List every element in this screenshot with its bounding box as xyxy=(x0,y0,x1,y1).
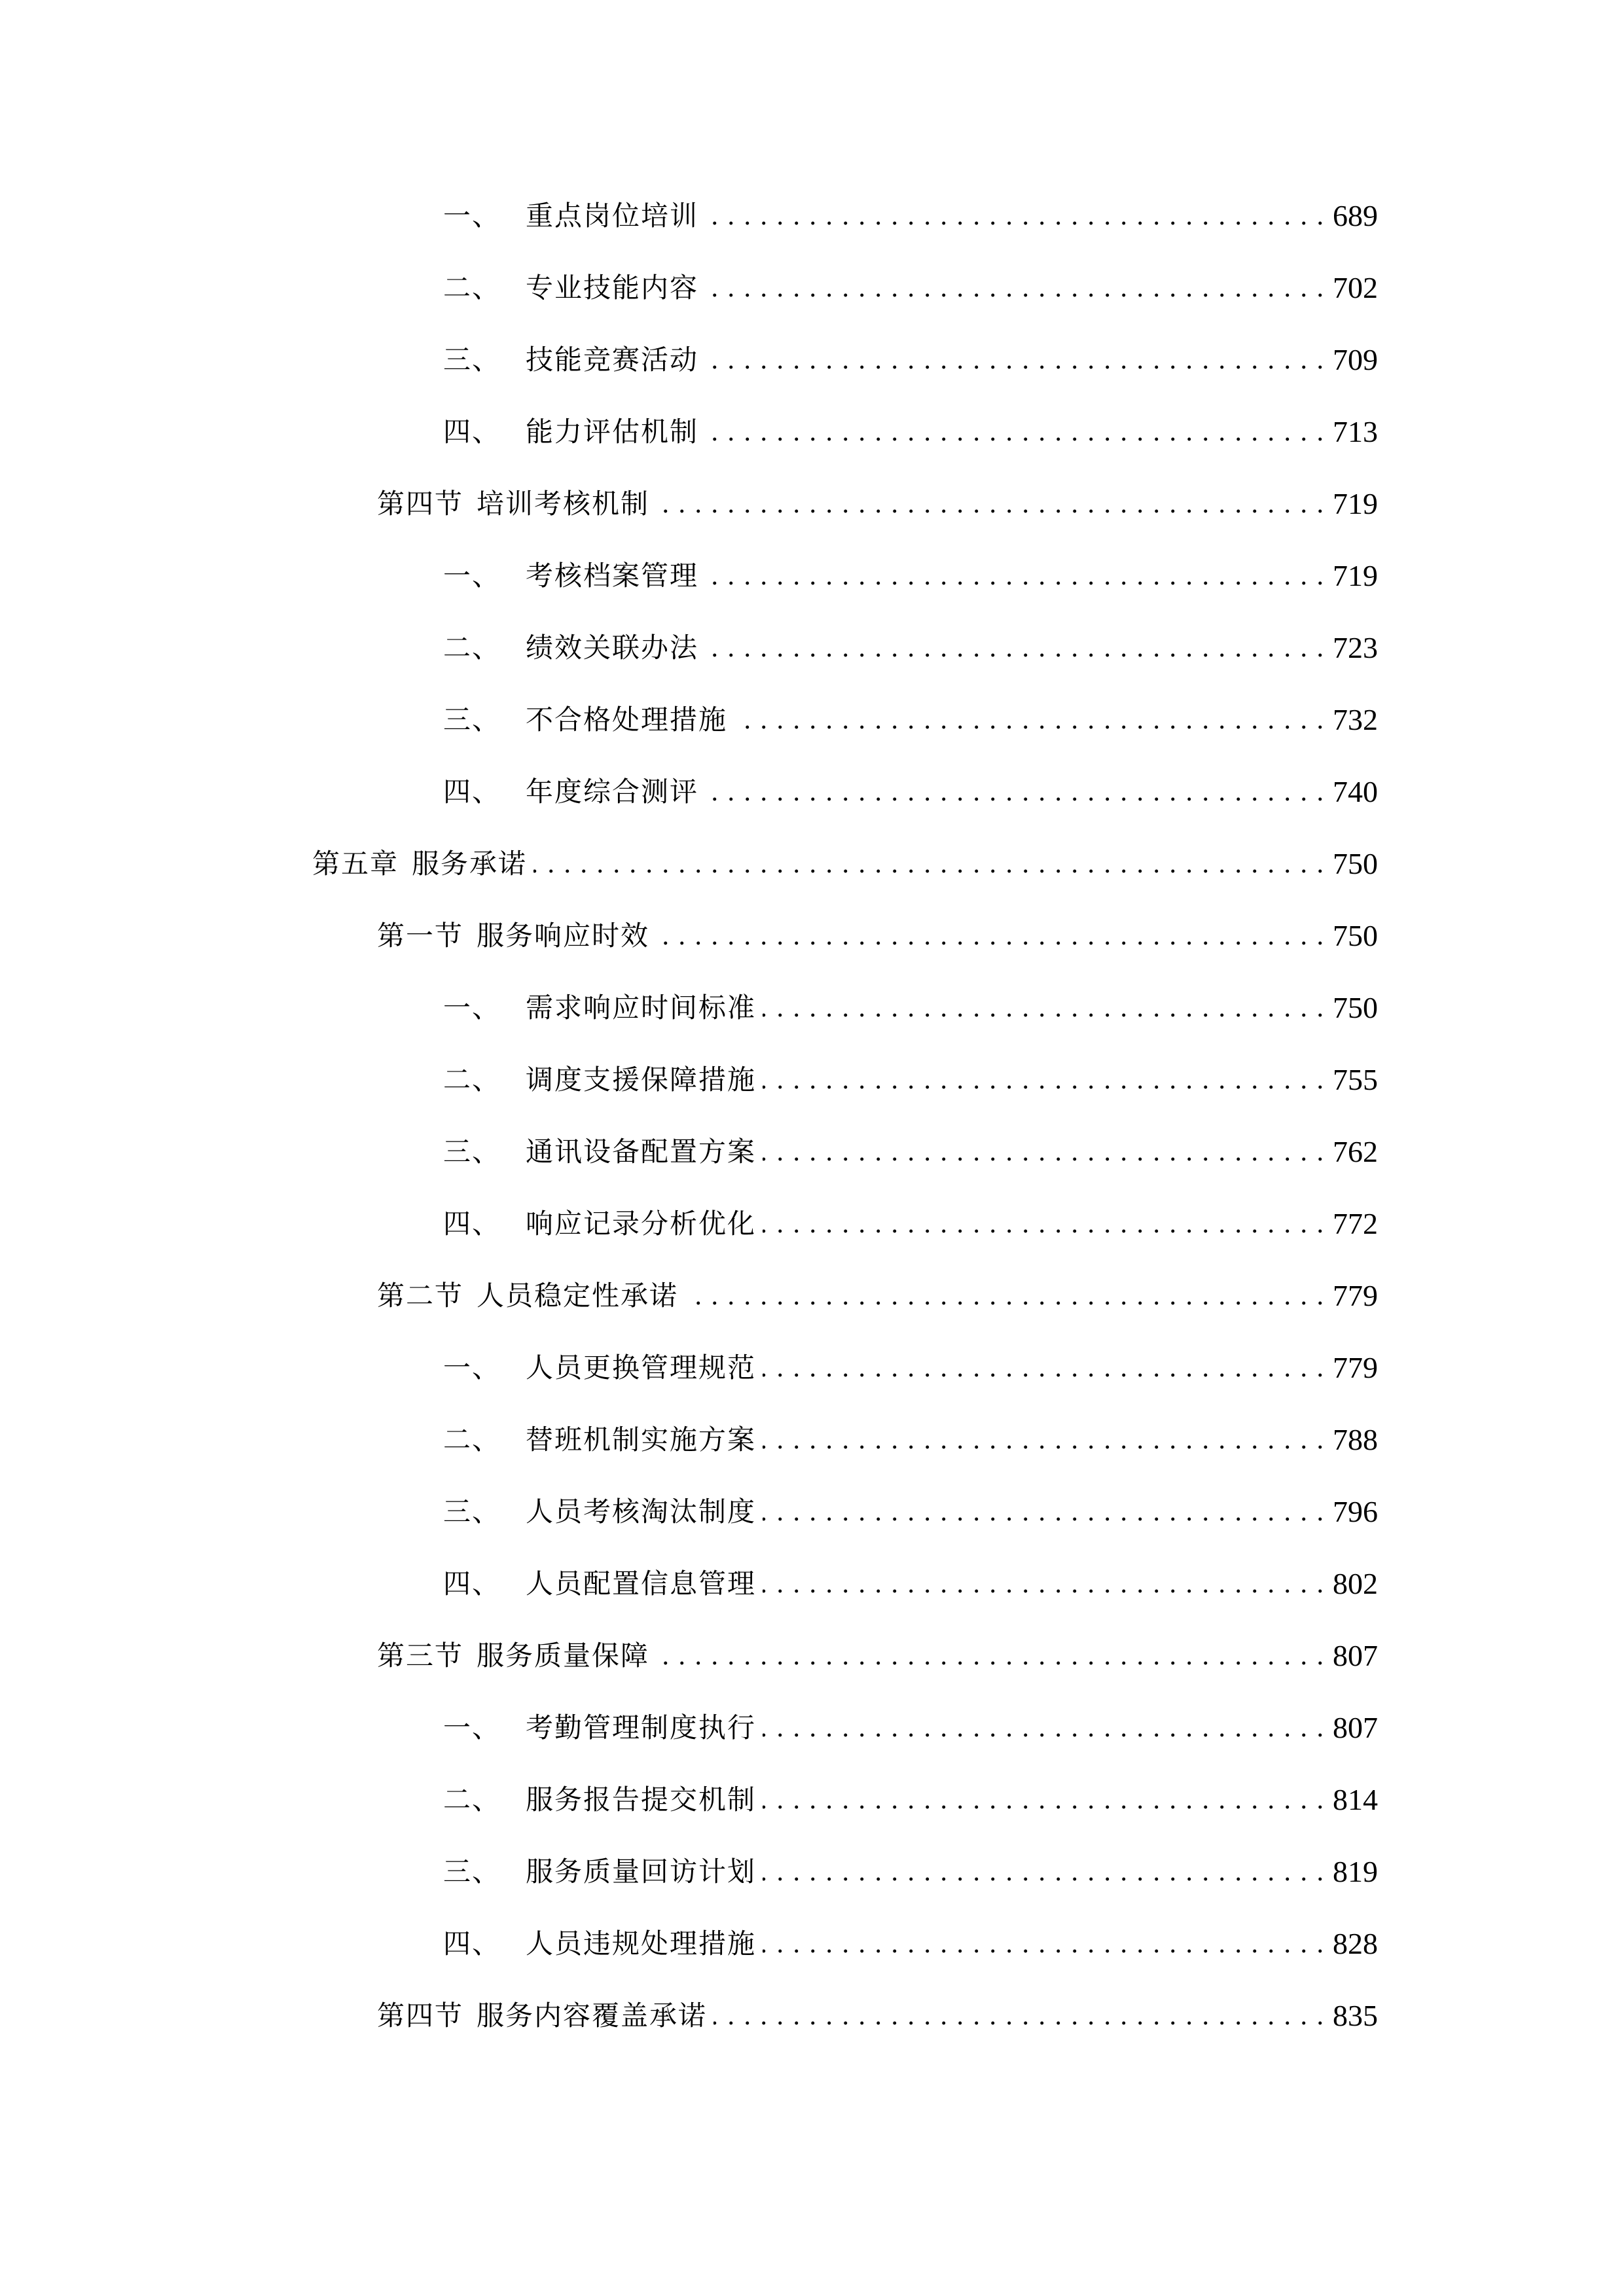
toc-entry-title: 年度综合测评 xyxy=(526,776,699,808)
toc-entry-page-number: 819 xyxy=(1333,1855,1378,1888)
dot-leader xyxy=(763,1924,1324,1964)
toc-entry-label xyxy=(443,1420,756,1460)
dot-leader xyxy=(763,1492,1324,1532)
toc-entry-item[interactable] xyxy=(443,628,1378,668)
toc-entry-page-number: 772 xyxy=(1333,1207,1378,1240)
toc-entry-section[interactable] xyxy=(377,1636,1378,1676)
toc-entry-item[interactable] xyxy=(443,196,1378,236)
toc-entry-title: 考核档案管理 xyxy=(526,560,699,592)
toc-entry-label xyxy=(443,988,756,1028)
toc-entry-item[interactable] xyxy=(443,1348,1378,1388)
toc-entry-item[interactable] xyxy=(443,1924,1378,1964)
toc-entry-title: 技能竞赛活动 xyxy=(526,344,699,376)
toc-entry-title: 考勤管理制度执行 xyxy=(526,1712,757,1744)
toc-entry-label xyxy=(377,1996,707,2036)
toc-entry-item[interactable] xyxy=(443,1852,1378,1892)
toc-entry-number: 四、 xyxy=(443,1208,501,1240)
dot-leader xyxy=(705,412,1324,452)
dot-leader xyxy=(763,988,1324,1028)
toc-entry-number: 一、 xyxy=(443,992,501,1024)
toc-entry-page-number: 779 xyxy=(1333,1279,1378,1312)
toc-entry-page-number: 807 xyxy=(1333,1711,1378,1744)
dot-leader xyxy=(705,196,1324,236)
dot-leader xyxy=(763,1708,1324,1748)
toc-entry-label xyxy=(443,772,698,812)
toc-entry-title: 服务质量保障 xyxy=(477,1640,650,1672)
dot-leader xyxy=(763,1780,1324,1820)
toc-entry-number: 一、 xyxy=(443,1352,501,1384)
toc-entry-number: 第五章 xyxy=(312,848,399,880)
toc-entry-title: 培训考核机制 xyxy=(477,488,650,520)
toc-entry-number: 第二节 xyxy=(377,1280,464,1312)
toc-entry-number: 第四节 xyxy=(377,2000,464,2032)
toc-entry-item[interactable] xyxy=(443,1132,1378,1172)
toc-entry-label xyxy=(443,1852,756,1892)
dot-leader xyxy=(763,1060,1324,1100)
dot-leader xyxy=(705,772,1324,812)
toc-entry-page-number: 814 xyxy=(1333,1783,1378,1816)
toc-entry-title: 服务响应时效 xyxy=(477,920,650,952)
toc-entry-label xyxy=(443,700,727,740)
dot-leader xyxy=(705,340,1324,380)
toc-entry-title: 人员考核淘汰制度 xyxy=(526,1496,757,1528)
toc-entry-title: 绩效关联办法 xyxy=(526,632,699,664)
toc-entry-item[interactable] xyxy=(443,700,1378,740)
dot-leader xyxy=(656,1636,1324,1676)
toc-entry-label xyxy=(443,556,698,596)
toc-entry-title: 响应记录分析优化 xyxy=(526,1208,757,1240)
toc-entry-item[interactable] xyxy=(443,1420,1378,1460)
toc-entry-number: 二、 xyxy=(443,632,501,664)
toc-entry-title: 调度支援保障措施 xyxy=(526,1064,757,1096)
toc-entry-title: 替班机制实施方案 xyxy=(526,1424,757,1456)
toc-entry-page-number: 702 xyxy=(1333,271,1378,304)
toc-entry-page-number: 779 xyxy=(1333,1351,1378,1384)
dot-leader xyxy=(656,916,1324,956)
toc-entry-number: 二、 xyxy=(443,1064,501,1096)
toc-entry-number: 三、 xyxy=(443,344,501,376)
toc-entry-number: 二、 xyxy=(443,1424,501,1456)
toc-entry-page-number: 750 xyxy=(1333,991,1378,1024)
toc-entry-label xyxy=(443,196,698,236)
toc-entry-section[interactable] xyxy=(377,1276,1378,1316)
toc-entry-page-number: 835 xyxy=(1333,1999,1378,2032)
toc-entry-item[interactable] xyxy=(443,988,1378,1028)
toc-entry-page-number: 828 xyxy=(1333,1927,1378,1960)
toc-entry-page-number: 713 xyxy=(1333,415,1378,448)
toc-entry-label xyxy=(443,340,698,380)
toc-entry-label xyxy=(377,916,649,956)
toc-entry-page-number: 762 xyxy=(1333,1135,1378,1168)
toc-entry-page-number: 802 xyxy=(1333,1567,1378,1600)
toc-entry-chapter[interactable] xyxy=(312,844,1378,884)
toc-entry-label xyxy=(443,1204,756,1244)
dot-leader xyxy=(763,1204,1324,1244)
toc-entry-number: 四、 xyxy=(443,416,501,448)
dot-leader xyxy=(763,1564,1324,1604)
toc-entry-item[interactable] xyxy=(443,1060,1378,1100)
toc-entry-title: 服务内容覆盖承诺 xyxy=(477,2000,708,2032)
toc-entry-title: 人员配置信息管理 xyxy=(526,1568,757,1600)
toc-entry-title: 人员违规处理措施 xyxy=(526,1928,757,1960)
toc-entry-title: 服务承诺 xyxy=(412,848,528,880)
toc-entry-page-number: 723 xyxy=(1333,631,1378,664)
dot-leader xyxy=(763,1420,1324,1460)
dot-leader xyxy=(734,700,1324,740)
toc-entry-item[interactable] xyxy=(443,1492,1378,1532)
toc-entry-page-number: 719 xyxy=(1333,559,1378,592)
toc-entry-label xyxy=(443,1924,756,1964)
toc-entry-page-number: 732 xyxy=(1333,703,1378,736)
toc-entry-number: 三、 xyxy=(443,1496,501,1528)
toc-entry-label xyxy=(443,412,698,452)
toc-entry-page-number: 750 xyxy=(1333,919,1378,952)
toc-entry-title: 需求响应时间标准 xyxy=(526,992,757,1024)
toc-entry-item[interactable] xyxy=(443,268,1378,308)
toc-entry-label xyxy=(443,1708,756,1748)
toc-entry-title: 不合格处理措施 xyxy=(526,704,728,736)
toc-entry-section[interactable] xyxy=(377,484,1378,524)
dot-leader xyxy=(705,268,1324,308)
toc-entry-title: 人员更换管理规范 xyxy=(526,1352,757,1384)
toc-entry-item[interactable] xyxy=(443,340,1378,380)
toc-entry-label xyxy=(443,1132,756,1172)
dot-leader xyxy=(705,628,1324,668)
toc-entry-label xyxy=(377,484,649,524)
toc-entry-title: 重点岗位培训 xyxy=(526,200,699,232)
toc-entry-number: 三、 xyxy=(443,1136,501,1168)
toc-entry-number: 一、 xyxy=(443,560,501,592)
toc-entry-page-number: 709 xyxy=(1333,343,1378,376)
toc-entry-label xyxy=(377,1276,678,1316)
toc-entry-item[interactable] xyxy=(443,412,1378,452)
toc-entry-number: 一、 xyxy=(443,200,501,232)
toc-entry-label xyxy=(443,1564,756,1604)
toc-entry-label xyxy=(443,1348,756,1388)
toc-entry-item[interactable] xyxy=(443,1708,1378,1748)
toc-entry-section[interactable] xyxy=(377,1996,1378,2036)
toc-entry-page-number: 689 xyxy=(1333,199,1378,232)
toc-entry-page-number: 788 xyxy=(1333,1423,1378,1456)
toc-entry-number: 二、 xyxy=(443,272,501,304)
toc-entry-page-number: 796 xyxy=(1333,1495,1378,1528)
toc-entry-number: 一、 xyxy=(443,1712,501,1744)
dot-leader xyxy=(533,844,1324,884)
dot-leader xyxy=(763,1852,1324,1892)
toc-entry-page-number: 807 xyxy=(1333,1639,1378,1672)
toc-entry-label xyxy=(443,1780,756,1820)
dot-leader xyxy=(685,1276,1324,1316)
toc-entry-number: 第四节 xyxy=(377,488,464,520)
toc-entry-number: 第三节 xyxy=(377,1640,464,1672)
toc-entry-item[interactable] xyxy=(443,1564,1378,1604)
toc-entry-number: 四、 xyxy=(443,776,501,808)
toc-entry-title: 服务质量回访计划 xyxy=(526,1856,757,1888)
toc-entry-number: 三、 xyxy=(443,704,501,736)
toc-entry-title: 通讯设备配置方案 xyxy=(526,1136,757,1168)
toc-entry-title: 能力评估机制 xyxy=(526,416,699,448)
toc-entry-number: 三、 xyxy=(443,1856,501,1888)
toc-entry-title: 服务报告提交机制 xyxy=(526,1784,757,1816)
toc-entry-title: 专业技能内容 xyxy=(526,272,699,304)
toc-entry-label xyxy=(443,1060,756,1100)
toc-entry-page-number: 750 xyxy=(1333,847,1378,880)
toc-entry-number: 四、 xyxy=(443,1568,501,1600)
toc-entry-label xyxy=(443,1492,756,1532)
dot-leader xyxy=(763,1132,1324,1172)
toc-entry-item[interactable] xyxy=(443,556,1378,596)
toc-entry-label xyxy=(443,628,698,668)
dot-leader xyxy=(656,484,1324,524)
toc-entry-title: 人员稳定性承诺 xyxy=(477,1280,679,1312)
toc-entry-page-number: 740 xyxy=(1333,775,1378,808)
toc-entry-number: 二、 xyxy=(443,1784,501,1816)
toc-entry-item[interactable] xyxy=(443,1204,1378,1244)
toc-entry-item[interactable] xyxy=(443,1780,1378,1820)
dot-leader xyxy=(763,1348,1324,1388)
toc-entry-number: 四、 xyxy=(443,1928,501,1960)
toc-entry-page-number: 719 xyxy=(1333,487,1378,520)
toc-entry-label xyxy=(312,844,527,884)
toc-entry-number: 第一节 xyxy=(377,920,464,952)
toc-entry-label xyxy=(443,268,698,308)
toc-entry-label xyxy=(377,1636,649,1676)
toc-entry-page-number: 755 xyxy=(1333,1063,1378,1096)
dot-leader xyxy=(705,556,1324,596)
dot-leader xyxy=(713,1996,1324,2036)
toc-entry-item[interactable] xyxy=(443,772,1378,812)
toc-entry-section[interactable] xyxy=(377,916,1378,956)
